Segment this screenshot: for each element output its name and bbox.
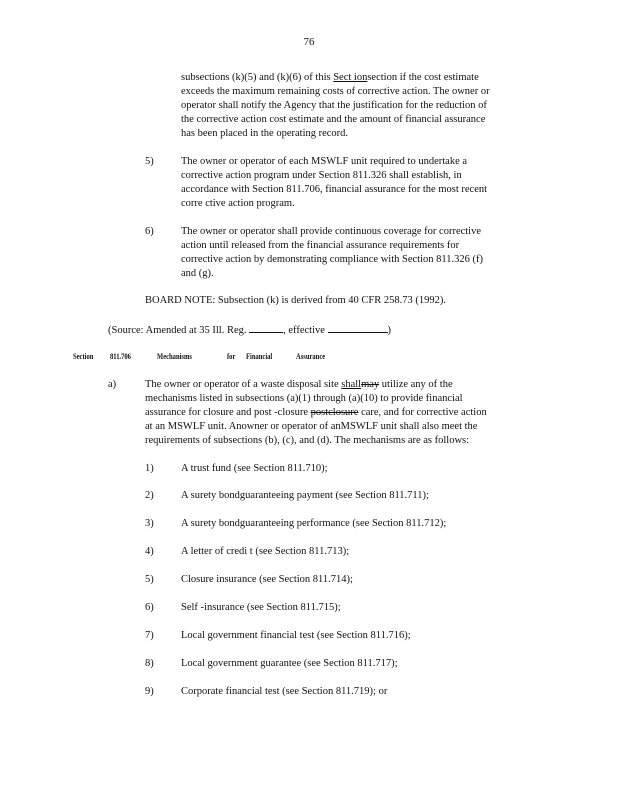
para-a-line: The owner or operator of a waste disposal site shallmay utilize any of the xyxy=(145,379,453,390)
list-item-label: 7) xyxy=(145,630,154,641)
item-5-line: accordance with Section 811.706, financial assurance for the most recent xyxy=(181,184,488,195)
section-label: Section xyxy=(73,352,94,361)
source-middle: , effective xyxy=(283,325,325,336)
list-item-label: 6) xyxy=(145,602,154,613)
item-6-label: 6) xyxy=(145,226,154,237)
board-note: BOARD NOTE: Subsection (k) is derived from 40 CFR 258.73 (1992). xyxy=(145,295,446,306)
list-item: Closure insurance (see Section 811.714); xyxy=(181,574,353,585)
item-5-line: corrective action program under Section 811.326 shall establish, in xyxy=(181,170,462,181)
source-prefix: (Source: Amended at 35 Ill. Reg. xyxy=(108,325,247,336)
list-item-label: 5) xyxy=(145,574,154,585)
intro-line-3: operator shall notify the Agency that the justification for the reduction of xyxy=(181,100,487,111)
list-item-label: 2) xyxy=(145,490,154,501)
item-6-text xyxy=(181,225,483,281)
list-item: Local government financial test (see Section 811.716); xyxy=(181,630,411,641)
source-line xyxy=(108,322,391,338)
list-item: Corporate financial test (see Section 811.719); or xyxy=(181,686,388,697)
section-title-word: Assurance xyxy=(296,352,326,361)
para-a-text xyxy=(145,378,487,448)
item-5-line: corre ctive action program. xyxy=(181,198,295,209)
intro-line-1: subsections (k)(5) and (k)(6) of this Sect ionsection if the cost estimate xyxy=(181,72,479,83)
deleted-text: postclosure xyxy=(310,407,359,418)
item-6-line: The owner or operator shall provide continuous coverage for corrective xyxy=(181,226,482,237)
inserted-text: Sect ion xyxy=(333,72,368,83)
list-item: A surety bondguaranteeing payment (see Section 811.711); xyxy=(181,490,429,501)
intro-paragraph xyxy=(181,71,490,141)
register-blank xyxy=(249,322,283,333)
para-a-line: assurance for closure and post -closure postclosure care, and for corrective action xyxy=(145,407,487,418)
para-a-label: a) xyxy=(108,379,117,390)
para-a-line: requirements of subsections (b), (c), and (d). The mechanisms are as follows: xyxy=(145,435,470,446)
item-6-line: and (g). xyxy=(181,268,214,279)
section-title-word: for xyxy=(227,352,236,361)
list-item: A surety bondguaranteeing performance (see Section 811.712); xyxy=(181,518,447,529)
effective-date-blank xyxy=(328,322,388,333)
list-item-label: 9) xyxy=(145,686,154,697)
list-item: A letter of credi t (see Section 811.713); xyxy=(181,546,350,557)
item-6-line: corrective action by demonstrating compliance with Section 811.326 (f) xyxy=(181,254,483,265)
source-suffix: ) xyxy=(387,325,392,336)
section-title-word: Financial xyxy=(246,352,273,361)
section-title-word: Mechanisms xyxy=(157,352,192,361)
item-6-line: action until released from the financial assurance requirements for xyxy=(181,240,460,251)
list-item: A trust fund (see Section 811.710); xyxy=(181,463,328,474)
item-5-line: The owner or operator of each MSWLF unit required to undertake a xyxy=(181,156,468,167)
para-a-line: at an MSWLF unit. Anowner or operator of anMSWLF unit shall also meet the xyxy=(145,421,478,432)
inserted-text: shall xyxy=(341,379,362,390)
item-5-label: 5) xyxy=(145,156,154,167)
item-5-text xyxy=(181,155,487,211)
section-number: 811.706 xyxy=(110,352,131,361)
page-number: 76 xyxy=(303,36,315,48)
deleted-text: may xyxy=(361,379,380,390)
list-item: Local government guarantee (see Section 811.717); xyxy=(181,658,398,669)
intro-line-2: exceeds the maximum remaining costs of corrective action. The owner or xyxy=(181,86,490,97)
para-a-line: mechanisms listed in subsections (a)(1) through (a)(10) to provide financial xyxy=(145,393,463,404)
list-item-label: 3) xyxy=(145,518,154,529)
list-item-label: 4) xyxy=(145,546,154,557)
list-item-label: 8) xyxy=(145,658,154,669)
list-item-label: 1) xyxy=(145,463,154,474)
intro-line-4: the corrective action cost estimate and the amount of financial assurance xyxy=(181,114,486,125)
intro-line-5: has been placed in the operating record. xyxy=(181,128,349,139)
list-item: Self -insurance (see Section 811.715); xyxy=(181,602,341,613)
